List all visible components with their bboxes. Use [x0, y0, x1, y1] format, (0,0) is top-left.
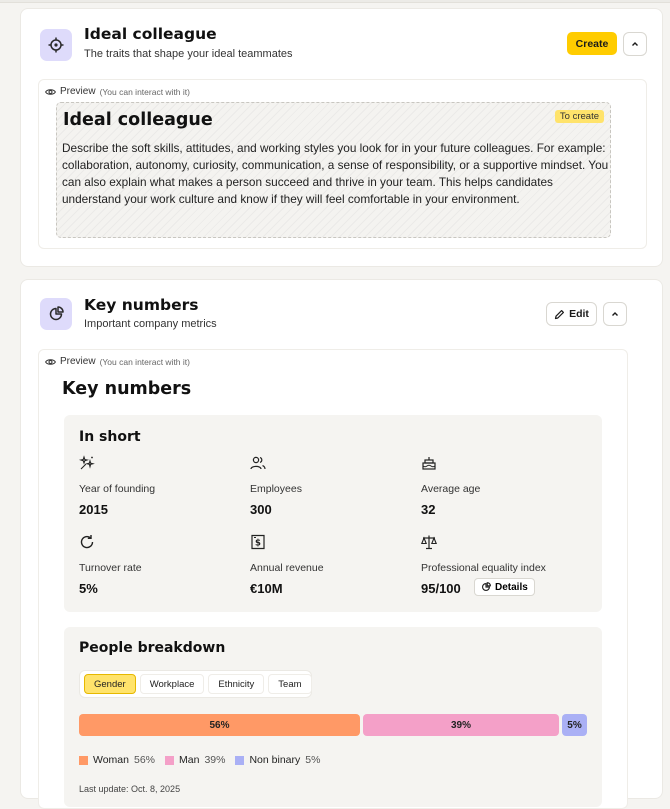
tab-workplace[interactable]: Workplace — [140, 674, 205, 694]
chevron-up-icon — [610, 309, 620, 319]
stat-value: 5% — [79, 581, 98, 596]
section-subtitle: The traits that shape your ideal teammates — [84, 48, 293, 60]
last-update: Last update: Oct. 8, 2025 — [79, 784, 181, 794]
key-numbers-card — [20, 279, 663, 799]
people-breakdown-panel — [64, 627, 602, 807]
stat-value: €10M — [250, 581, 283, 596]
collapse-button[interactable] — [603, 302, 627, 326]
legend-item-woman — [79, 754, 155, 766]
placeholder-area[interactable] — [56, 102, 611, 238]
details-button[interactable] — [474, 578, 535, 596]
people-breakdown-title: People breakdown — [79, 640, 226, 656]
edit-button[interactable] — [546, 302, 597, 326]
legend-item-man — [165, 754, 225, 766]
details-label: Details — [495, 581, 528, 593]
breakdown-legend — [79, 754, 320, 766]
stat-value: 2015 — [79, 502, 108, 517]
cake-icon — [421, 455, 437, 471]
chevron-up-icon — [630, 39, 640, 49]
preview-description: Describe the soft skills, attitudes, and working styles you look for in your future colleagues. For example: collaboration, autonomy, curiosity, communication, a sense of responsibility, or a supportive mindset. You can also explain what makes a person succeed and thrive in your team. This helps candidates understand your work culture and know if they will feel comfortable in your environment. — [62, 141, 609, 206]
target-icon — [40, 29, 72, 61]
eye-icon — [45, 88, 56, 96]
stat-value: 300 — [250, 502, 272, 517]
stat-year-of-founding — [79, 455, 244, 525]
stat-value: 95/100 — [421, 581, 461, 596]
preview-panel — [38, 349, 628, 809]
ideal-colleague-card — [20, 8, 663, 267]
breakdown-tabs — [79, 670, 312, 698]
stat-annual-revenue — [250, 534, 415, 604]
tab-ethnicity[interactable]: Ethnicity — [208, 674, 264, 694]
legend-value: 39% — [204, 754, 226, 766]
tab-gender[interactable]: Gender — [84, 674, 136, 694]
preview-label — [45, 356, 190, 367]
eye-icon — [45, 358, 56, 366]
legend-label: Man — [179, 754, 200, 766]
preview-text: Preview — [60, 356, 96, 367]
preview-text: Preview — [60, 86, 96, 97]
pie-chart-icon — [40, 298, 72, 330]
pencil-icon — [554, 309, 565, 320]
legend-label: Non binary — [249, 754, 301, 766]
legend-value: 56% — [134, 754, 156, 766]
preview-hint: (You can interact with it) — [99, 86, 190, 97]
scale-icon — [421, 534, 437, 550]
legend-swatch — [79, 756, 88, 765]
top-divider — [0, 0, 670, 3]
preview-heading: Ideal colleague — [63, 110, 213, 130]
stat-employees — [250, 455, 415, 525]
stat-label: Average age — [421, 483, 481, 495]
legend-item-non-binary — [235, 754, 320, 766]
svg-text:$: $ — [255, 538, 261, 549]
legend-swatch — [235, 756, 244, 765]
bar-segment-non-binary[interactable]: 5% — [562, 714, 587, 736]
tab-team[interactable]: Team — [268, 674, 311, 694]
edit-label: Edit — [569, 308, 589, 320]
stat-value: 32 — [421, 502, 436, 517]
refresh-icon — [79, 534, 95, 550]
preview-hint: (You can interact with it) — [99, 356, 190, 367]
users-icon — [250, 455, 266, 471]
bar-segment-man[interactable]: 39% — [363, 714, 559, 736]
collapse-button[interactable] — [623, 32, 647, 56]
section-subtitle: Important company metrics — [84, 318, 217, 330]
create-button[interactable]: Create — [567, 32, 617, 55]
bar-segment-woman[interactable]: 56% — [79, 714, 360, 736]
pie-chart-icon — [481, 582, 491, 592]
in-short-panel — [64, 415, 602, 612]
section-title: Key numbers — [84, 296, 199, 314]
in-short-title: In short — [79, 429, 141, 445]
stat-label: Annual revenue — [250, 562, 324, 574]
stat-equality-index — [421, 534, 596, 604]
stat-label: Year of founding — [79, 483, 156, 495]
stat-label: Turnover rate — [79, 562, 142, 574]
section-title: Ideal colleague — [84, 25, 217, 43]
legend-label: Woman — [93, 754, 129, 766]
revenue-icon — [250, 534, 266, 550]
stat-turnover-rate — [79, 534, 244, 604]
preview-label — [45, 86, 190, 97]
preview-heading: Key numbers — [62, 379, 192, 399]
stat-label: Employees — [250, 483, 302, 495]
legend-value: 5% — [305, 754, 321, 766]
legend-swatch — [165, 756, 174, 765]
stat-average-age — [421, 455, 586, 525]
sparkles-icon — [79, 455, 95, 471]
stat-label: Professional equality index — [421, 562, 546, 574]
preview-panel — [38, 79, 647, 249]
to-create-badge: To create — [555, 110, 604, 123]
